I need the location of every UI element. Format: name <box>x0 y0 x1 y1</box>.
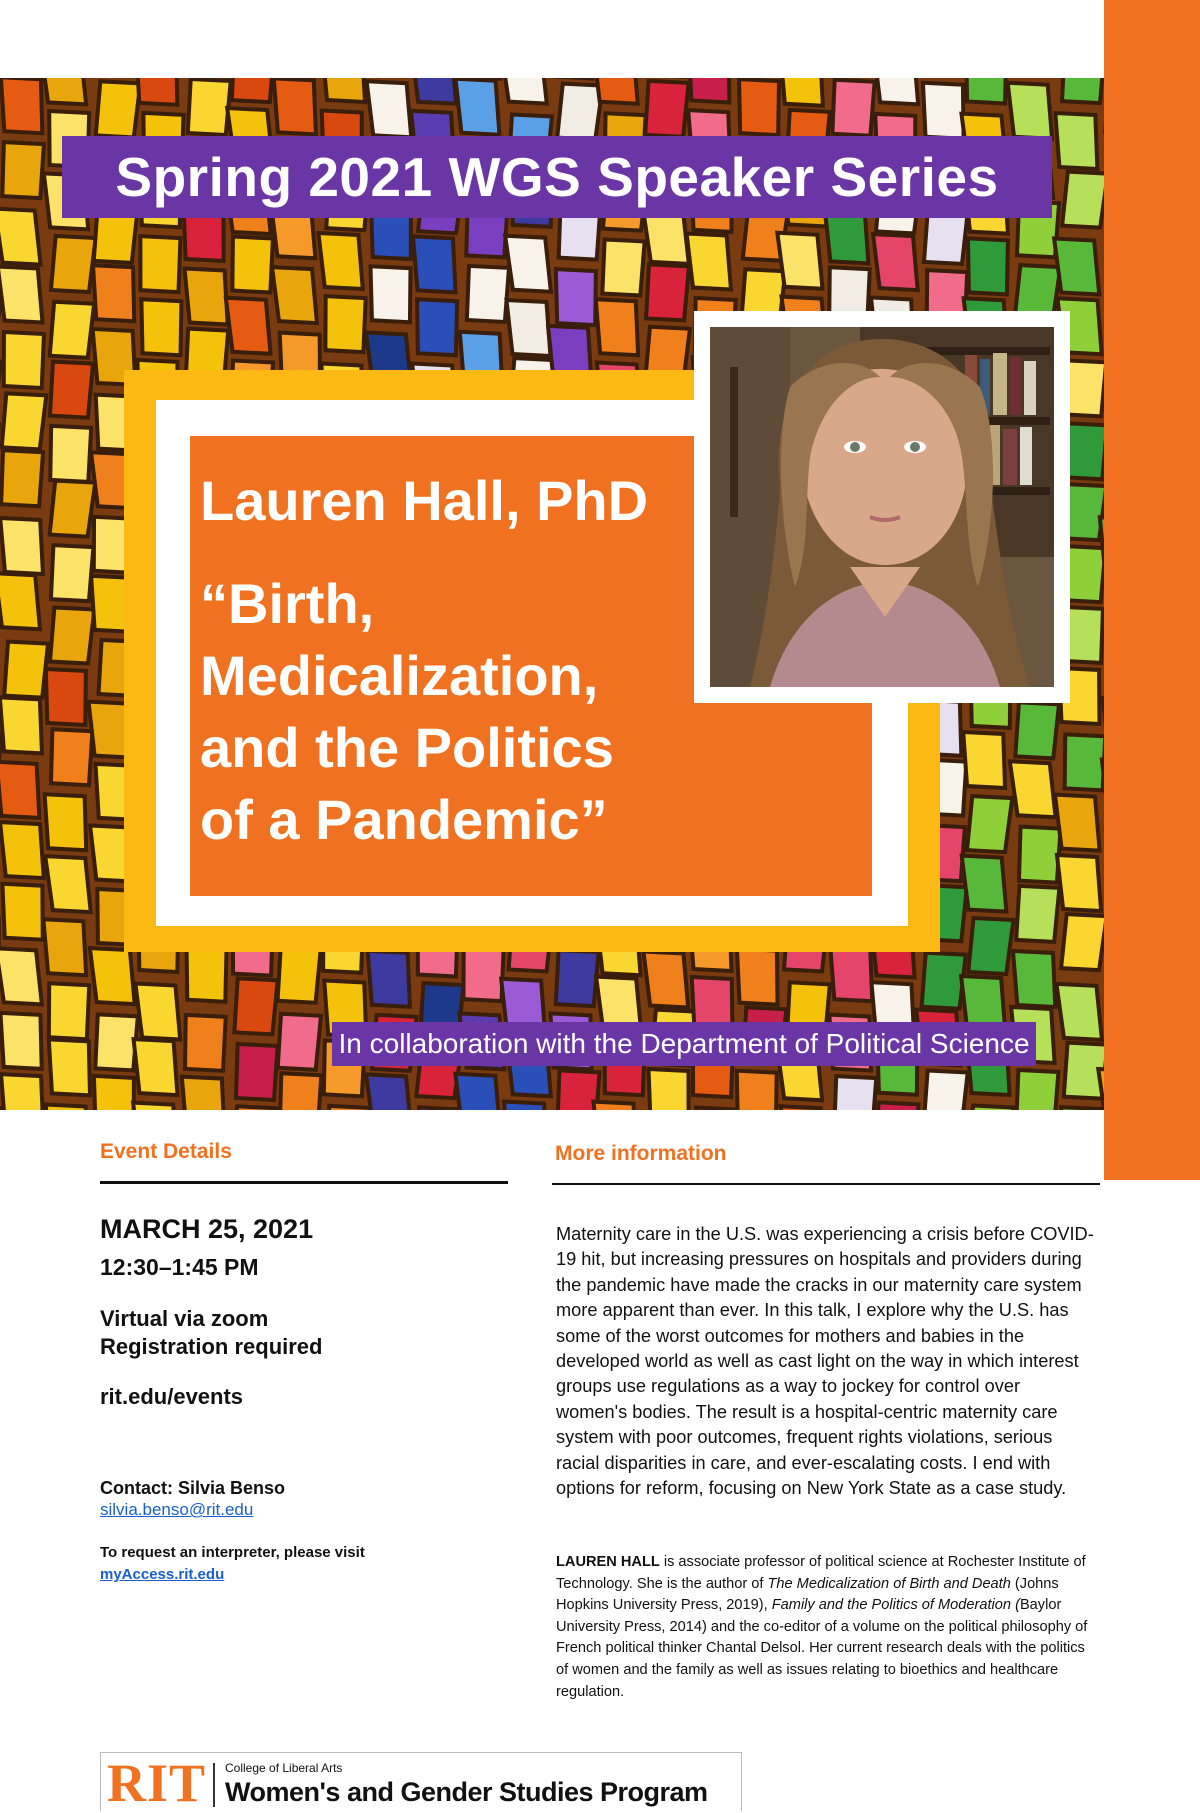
talk-description: Maternity care in the U.S. was experiencing a crisis before COVID-19 hit, but increasing pressures on hospitals and providers during the pandemic have made the cracks in our maternity care system more apparent than ever. In this talk, I explore why the U.S. has some of the worst outcomes for mothers and babies in the developed world as well as cast light on the way in which interest groups use regulations as a way to jockey for control over women's bodies. The result is a hospital-centric maternity care system with poor outcomes, frequent rights violations, serious racial disparities in care, and ever-escalating costs. I end with options for reform, focusing on New York State as a case study. <box>556 1222 1096 1501</box>
mosaic-tile <box>90 948 135 1004</box>
mosaic-tile <box>50 362 93 418</box>
interpreter-note: To request an interpreter, please visit <box>100 1544 365 1561</box>
event-time: 12:30–1:45 PM <box>100 1254 259 1281</box>
mosaic-tile <box>278 947 321 1003</box>
mosaic-tile <box>832 80 874 136</box>
mosaic-tile <box>50 426 91 482</box>
mosaic-tile <box>0 762 39 818</box>
college-name: College of Liberal Arts <box>225 1761 342 1775</box>
mosaic-tile <box>557 84 603 140</box>
mosaic-tile <box>185 1015 226 1071</box>
mosaic-tile <box>51 545 94 601</box>
mosaic-tile <box>51 729 92 785</box>
hero-banner <box>0 78 1104 1110</box>
mosaic-tile <box>50 608 94 664</box>
mosaic-tile <box>50 302 94 358</box>
mosaic-tile <box>689 78 730 102</box>
mosaic-tile <box>874 78 918 104</box>
mosaic-tile <box>504 1102 546 1110</box>
mosaic-tile <box>96 81 141 137</box>
mosaic-tile <box>0 518 43 574</box>
mosaic-tile <box>274 78 316 134</box>
mosaic-tile <box>45 794 87 850</box>
mosaic-tile <box>234 978 277 1034</box>
mosaic-tile <box>368 951 410 1007</box>
mosaic-tile <box>781 1106 826 1110</box>
mosaic-tile <box>46 669 86 725</box>
more-info-rule <box>552 1183 1100 1185</box>
event-details-heading: Event Details <box>100 1140 232 1164</box>
mosaic-tile <box>278 1014 321 1070</box>
mosaic-tile <box>0 267 43 323</box>
mosaic-tile <box>231 1106 277 1110</box>
mosaic-tile <box>1010 761 1056 817</box>
mosaic-tile <box>1 1074 43 1110</box>
mosaic-tile <box>1016 1070 1058 1110</box>
bio-text-2: (Johns Hopkins University Press, 2019), <box>556 1576 1059 1614</box>
mosaic-tile <box>4 642 48 698</box>
mosaic-tile <box>967 1105 1013 1110</box>
mosaic-tile <box>777 233 822 289</box>
mosaic-tile <box>834 1076 876 1110</box>
mosaic-tile <box>2 393 47 449</box>
mosaic-tile <box>133 1103 178 1110</box>
mosaic-tile <box>593 78 637 104</box>
mosaic-tile <box>464 945 504 1001</box>
mosaic-tile <box>367 81 412 137</box>
mosaic-tile <box>1057 855 1101 911</box>
speaker-photo-frame <box>694 311 1070 703</box>
bio-name: LAUREN HALL <box>556 1554 660 1570</box>
mosaic-tile <box>643 951 688 1007</box>
mosaic-tile <box>188 79 231 135</box>
mosaic-tile <box>272 267 317 323</box>
mosaic-tile <box>1015 702 1059 758</box>
mosaic-tile <box>93 265 134 321</box>
mosaic-tile <box>0 822 44 878</box>
mosaic-tile <box>135 984 180 1040</box>
mosaic-tile <box>506 300 550 356</box>
mosaic-tile <box>1 78 42 133</box>
more-info-heading: More information <box>555 1142 727 1166</box>
mosaic-tile <box>187 946 227 1002</box>
mosaic-tile <box>413 236 456 292</box>
mosaic-tile <box>593 1102 637 1110</box>
speaker-portrait-icon <box>710 327 1054 687</box>
mosaic-tile <box>0 573 40 629</box>
mosaic-tile <box>2 884 42 940</box>
mosaic-tile <box>49 1039 90 1095</box>
mosaic-tile <box>418 1107 459 1110</box>
mosaic-tile <box>226 298 271 354</box>
mosaic-tile <box>739 79 779 135</box>
mosaic-tile <box>2 142 44 198</box>
mosaic-tile <box>962 856 1007 912</box>
mosaic-tile <box>966 78 1006 104</box>
mosaic-tile <box>412 78 457 104</box>
mosaic-tile <box>963 732 1005 788</box>
mosaic-tile <box>325 296 365 352</box>
mosaic-tile <box>1056 984 1101 1040</box>
mosaic-tile <box>280 1073 321 1110</box>
mosaic-tile <box>1061 1107 1101 1110</box>
mosaic-tile <box>737 1071 777 1110</box>
mosaic-tile <box>556 269 596 325</box>
contact-name: Contact: Silvia Benso <box>100 1478 285 1499</box>
mosaic-tile <box>1008 83 1052 139</box>
mosaic-tile <box>501 78 547 104</box>
mosaic-tile <box>1016 886 1059 942</box>
mosaic-tile <box>1013 951 1055 1007</box>
mosaic-tile <box>645 81 688 137</box>
event-venue: Virtual via zoom <box>100 1306 268 1332</box>
mosaic-tile <box>687 234 731 290</box>
myaccess-link[interactable]: myAccess.rit.edu <box>100 1566 224 1583</box>
mosaic-tile <box>873 234 918 290</box>
mosaic-tile <box>0 360 1 416</box>
mosaic-tile <box>968 918 1013 974</box>
mosaic-tile <box>1055 795 1100 851</box>
mosaic-tile <box>646 264 689 320</box>
event-details-rule <box>100 1181 508 1184</box>
mosaic-tile <box>185 269 228 325</box>
collaboration-banner: In collaboration with the Department of Political Science <box>332 1022 1036 1066</box>
mosaic-tile <box>456 79 500 135</box>
registration-note: Registration required <box>100 1334 322 1360</box>
mosaic-tile <box>0 1106 1 1110</box>
bio-text-3: Baylor University Press, 2014) and the co-editor of a volume on the political philosophy of French political thinker Chantal Delsol. Her current research deals with the politics of women and the family as well as issues relating to bioethics and healthcare regulation. <box>556 1597 1087 1699</box>
mosaic-tile <box>94 1076 134 1110</box>
mosaic-tile <box>0 209 41 265</box>
mosaic-tile <box>1061 914 1104 970</box>
mosaic-tile <box>182 1077 225 1110</box>
mosaic-tile <box>140 236 180 292</box>
mosaic-tile <box>1055 113 1097 169</box>
mosaic-tile <box>46 1105 91 1110</box>
mosaic-tile <box>366 1074 411 1110</box>
mosaic-tile <box>1054 238 1099 294</box>
mosaic-tile <box>134 1039 178 1095</box>
mosaic-tile <box>924 1070 968 1110</box>
mosaic-tile <box>417 299 457 355</box>
mosaic-tile <box>876 1102 919 1110</box>
mosaic-tile <box>1064 423 1104 479</box>
mosaic-tile <box>923 83 964 139</box>
mosaic-tile <box>50 481 96 537</box>
mosaic-tile <box>232 237 273 293</box>
rit-logo-mark: RIT <box>107 1753 206 1813</box>
mosaic-tile <box>648 1069 688 1110</box>
mosaic-tile <box>780 78 823 106</box>
mosaic-tile <box>371 266 411 322</box>
logo-divider <box>213 1763 215 1807</box>
mosaic-tile <box>737 949 778 1005</box>
mosaic-tile <box>505 236 551 292</box>
mosaic-tile <box>322 78 365 102</box>
program-logo <box>100 1752 742 1811</box>
mosaic-tile <box>95 1014 138 1070</box>
program-name: Women's and Gender Studies Program <box>225 1777 708 1808</box>
mosaic-tile <box>0 697 42 753</box>
mosaic-tile <box>0 948 42 1004</box>
mosaic-tile <box>922 953 966 1009</box>
mosaic-tile <box>141 299 181 355</box>
mosaic-tile <box>968 238 1008 294</box>
event-date: MARCH 25, 2021 <box>100 1214 313 1245</box>
speaker-name: Lauren Hall, PhD <box>200 468 648 533</box>
mosaic-tile <box>45 856 91 912</box>
mosaic-tile <box>602 239 644 295</box>
bio-text-1: is associate professor of political science at Rochester Institute of Technology. She is the author of <box>556 1554 1086 1592</box>
series-title: Spring 2021 WGS Speaker Series <box>62 136 1052 218</box>
bio-book-1: The Medicalization of Birth and Death <box>767 1576 1010 1592</box>
mosaic-tile <box>4 332 44 388</box>
mosaic-tile <box>43 919 86 975</box>
mosaic-tile <box>1062 172 1104 228</box>
mosaic-tile <box>696 1107 736 1110</box>
mosaic-tile <box>455 1074 500 1110</box>
mosaic-tile <box>1019 827 1061 883</box>
mosaic-tile <box>830 945 872 1001</box>
mosaic-tile <box>1 450 43 506</box>
mosaic-tile <box>136 78 177 105</box>
mosaic-tile <box>41 78 87 104</box>
mosaic-tile <box>1065 734 1104 790</box>
mosaic-tile <box>232 78 274 102</box>
events-website: rit.edu/events <box>100 1384 243 1410</box>
mosaic-tile <box>596 299 638 355</box>
mosaic-tile <box>0 1013 41 1069</box>
mosaic-tile <box>967 796 1012 852</box>
mosaic-tile <box>318 233 362 289</box>
bio-book-2: Family and the Politics of Moderation ( <box>772 1597 1020 1613</box>
speaker-photo <box>710 327 1054 687</box>
mosaic-tile <box>49 983 89 1039</box>
mosaic-tile <box>467 266 509 322</box>
mosaic-tile <box>328 1106 370 1110</box>
mosaic-tile <box>556 950 599 1006</box>
mosaic-tile <box>1062 78 1104 103</box>
orange-side-bar <box>1104 0 1200 1180</box>
mosaic-tile <box>51 236 96 292</box>
mosaic-tile <box>236 1044 278 1100</box>
contact-email-link[interactable]: silvia.benso@rit.edu <box>100 1500 253 1520</box>
speaker-bio <box>556 1552 1096 1703</box>
talk-title: “Birth, Medicalization, and the Politics of a Pandemic” <box>200 568 700 856</box>
